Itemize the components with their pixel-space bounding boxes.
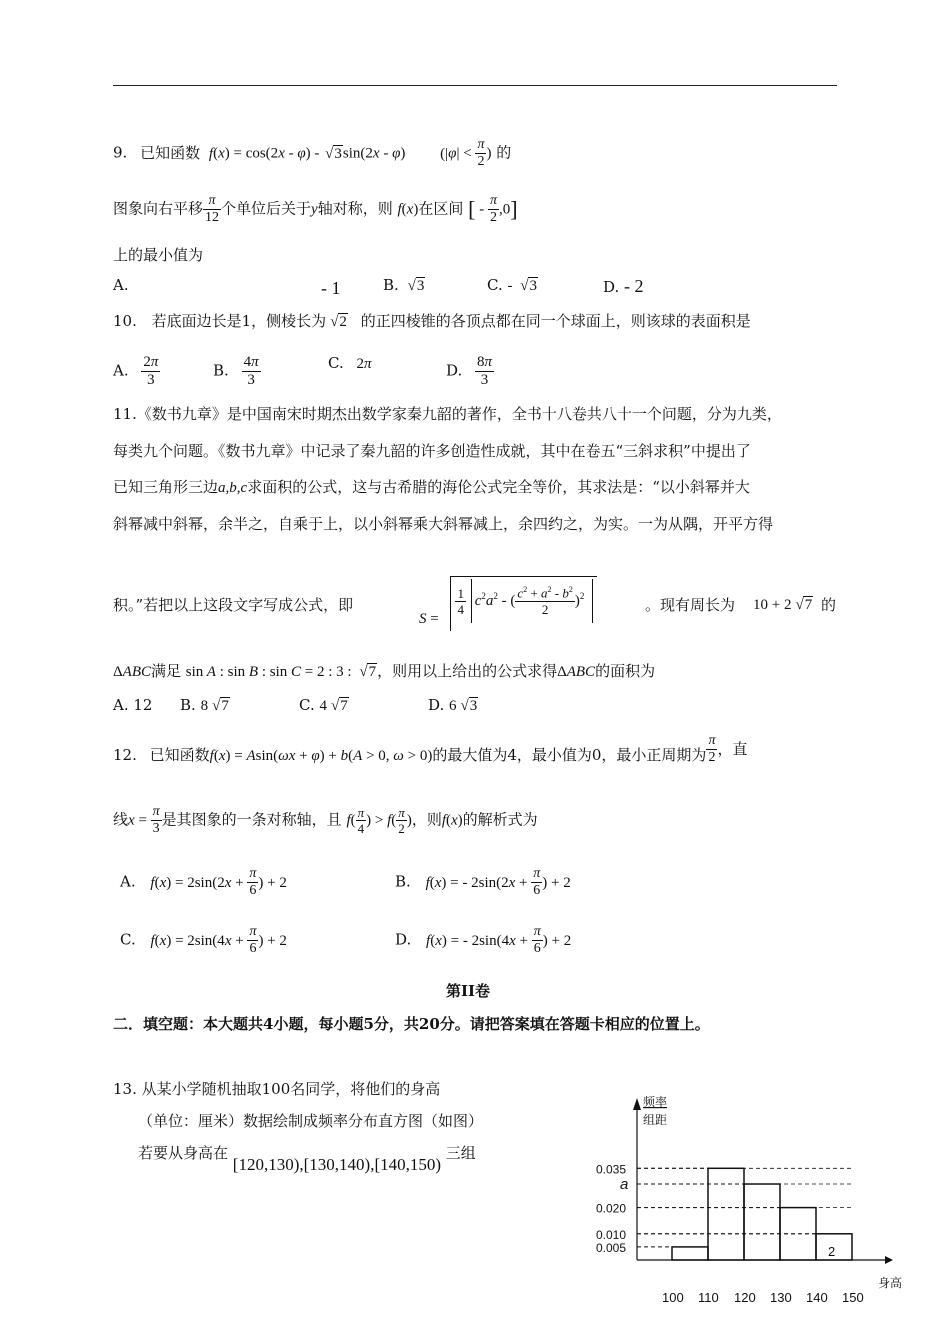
q12-option-c: C. f(x) = 2sin(4x + $\frac{\pi}{6}$ ) + 2 (120, 924, 287, 956)
x-axis-arrow (885, 1256, 893, 1264)
q11-line1: 11.《数书九章》是中国南宋时期杰出数学家秦九韶的著作，全书十八卷共八十一个问题，分为九类， (113, 405, 782, 423)
q9-line2-b: 个单位后关于 (221, 199, 312, 218)
q12-line1: 12. 已知函数f(x) = Asin(ωx + φ) + b(A > 0, ω > 0)的最大值为4，最小值为0，最小正周期为 $\frac{\pi}{2}$ ，直 (113, 733, 748, 765)
q11-line3: 已知三角形三边a,b,c求面积的公式，这与古希腊的海伦公式完全等价，其求法是：“以小斜幂并大 (113, 478, 750, 496)
q9-line1: 9. 已知函数 f(x) = cos(2x - φ) - √ 3sin(2x - φ) (|φ| < $\frac{\pi}{2}$ ) 的 (113, 137, 511, 170)
q13-line3-a: 若要从身高在 (138, 1144, 229, 1162)
q9-option-a-value: - 1 (321, 278, 341, 298)
q9-options (113, 276, 833, 298)
bar-note: 2 (828, 1244, 836, 1259)
x-tick-label: 150 (842, 1290, 864, 1305)
q12-line2: 线x = $\frac{\pi}{3}$ 是其图象的一条对称轴，且 f( $\frac{\pi}{4}$ ) > f( $\frac{\pi}{2}$ )，则f(x)的解析式为 (113, 804, 538, 836)
q9-line2-d: 在区间 (418, 199, 464, 218)
q9-number: 9. (113, 143, 128, 162)
y-tick-label: 0.035 (596, 1162, 627, 1177)
q9-lead: 已知函数 (140, 143, 201, 162)
x-tick-label: 100 (662, 1290, 684, 1305)
x-tick-label: 120 (734, 1290, 756, 1305)
q9-cond-tail: 的 (496, 143, 512, 162)
q13-line3 (138, 1142, 476, 1178)
q9-option-b: B. √ 3 (383, 276, 425, 295)
q10-number: 10. (113, 312, 137, 330)
q9-option-c: C. - √ 3 (487, 276, 538, 295)
q9-interval: [ (468, 196, 476, 222)
q12-line2-a: 线 (113, 810, 129, 829)
histogram-bar (672, 1247, 708, 1260)
q11-option-a: A. 12 (113, 696, 153, 714)
q13-line3-c: 三组 (445, 1144, 476, 1162)
q10-option-a: A. $\frac{2\pi}{3}$ (113, 354, 159, 388)
q11-line4: 斜幂减中斜幂，余半之，自乘于上，以小斜幂乘大斜幂减上，余四约之，为实。一为从隅，开平方得 (113, 515, 774, 533)
q10-text-a: 若底面边长是1，侧棱长为 (151, 312, 327, 330)
x-tick-label: 110 (698, 1290, 719, 1305)
q11-perimeter: 10 + 2√ 7 (753, 596, 813, 614)
q13-line2: （单位：厘米）数据绘制成频率分布直方图（如图） (138, 1112, 484, 1130)
q13-line1: 13. 从某小学随机抽取100名同学，将他们的身高 (113, 1080, 441, 1098)
y-tick-label: 0.005 (596, 1240, 627, 1255)
q11-line6: ΔABC满足 sin A : sin B : sin C = 2 : 3 : √ 7，则用以上给出的公式求得ΔABC的面积为 (113, 660, 655, 681)
q11-line3-b: 求面积的公式，这与古希腊的海伦公式完全等价，其求法是：“以小斜幂并大 (247, 478, 750, 496)
q11-line2: 每类九个问题。《数书九章》中记录了秦九韶的许多创造性成就，其中在卷五“三斜求积”中提出了 (113, 442, 751, 460)
q11-option-d: D. 6√ 3 (428, 696, 478, 715)
histogram-bar (708, 1168, 744, 1260)
q11-line6-b: ，则用以上给出的公式求得 (377, 662, 558, 680)
q10-line: 10. 若底面边长是1，侧棱长为√ 2 的正四棱锥的各顶点都在同一个球面上，则该球的表面积是 (113, 310, 751, 331)
q11-option-c: C. 4√ 7 (299, 696, 349, 715)
q10-option-c: C. 2π (328, 354, 372, 372)
q9-line2-a: 图象向右平移 (113, 199, 204, 218)
section-title: 第II卷 (446, 982, 491, 1000)
q9-condition: (| (440, 145, 449, 162)
q11-line5-b: 。现有周长为 (645, 596, 736, 614)
x-axis-label: 身高 (878, 1276, 903, 1290)
y-label-denominator: 组距 (643, 1113, 668, 1127)
q11-line3-a: 已知三角形三边 (113, 478, 219, 496)
q10-option-b: B. $\frac{4\pi}{3}$ (213, 354, 259, 388)
q9-line2-c: 轴对称，则 (317, 199, 393, 218)
q12-line2-b: 是其图象的一条对称轴，且 (161, 810, 342, 829)
frequency-histogram (580, 1090, 910, 1310)
q12-option-a: A. f(x) = 2sin(2x + $\frac{\pi}{6}$ ) + 2 (120, 866, 287, 898)
q12-lead: 已知函数 (149, 745, 210, 764)
q9-line3: 上的最小值为 (113, 246, 204, 264)
q11-line5 (113, 576, 837, 636)
q11-options (113, 696, 833, 720)
q12-number: 12. (113, 745, 137, 764)
q11-line6-a: 满足 (151, 662, 182, 680)
q11-line5-a: 积。”若把以上这段文字写成公式，即 (113, 596, 354, 614)
q13-intervals: [120,130),[130,140),[140,150) (232, 1155, 442, 1174)
header-rule (113, 85, 837, 86)
q9-formula: f (208, 145, 214, 162)
q11-line5-c: 的 (821, 596, 837, 614)
histogram-bar (744, 1184, 780, 1260)
q10-options (113, 346, 813, 390)
q11-option-b: B. 8√ 7 (180, 696, 230, 715)
q10-option-d: D. $\frac{8\pi}{3}$ (446, 354, 493, 388)
q12-text-a: 的最大值为4，最小值为0，最小正周期为 (432, 745, 707, 764)
y-tick-label: a (620, 1176, 629, 1194)
q12-option-b: B. f(x) = - 2sin(2x + $\frac{\pi}{6}$ ) + 2 (395, 866, 571, 898)
y-tick-label: 0.010 (596, 1227, 627, 1242)
q12-line2-c: ，则 (411, 810, 442, 829)
q9-option-a: A. (113, 276, 129, 294)
y-label-numerator: 频率 (643, 1095, 668, 1109)
x-tick-label: 130 (770, 1290, 792, 1305)
q10-text-b: 的正四棱锥的各顶点都在同一个球面上，则该球的表面积是 (360, 312, 751, 330)
q12-text-b: ，直 (717, 739, 748, 758)
q11-line6-c: 的面积为 (595, 662, 656, 680)
q11-formula: S = $\frac{1}{4}$ $c^2a^2$ - ( $\frac{c^2 + a^2 - b^2}{2}$ )$^2$ (419, 576, 597, 634)
q9-shift-frac: $\frac{\pi}{12}$ (205, 193, 220, 225)
q9-line2: 图象向右平移 $\frac{\pi}{12}$ 个单位后关于y轴对称，则 f(x)在区间 [ - $\frac{\pi}{2}$ ,0] (113, 193, 518, 225)
y-axis-arrow (633, 1098, 641, 1110)
q9-option-d: D. - 2 (603, 276, 644, 296)
y-tick-label: 0.020 (596, 1201, 627, 1216)
q12-option-d: D. f(x) = - 2sin(4x + $\frac{\pi}{6}$ ) + 2 (395, 924, 572, 956)
q12-line2-d: 的解析式为 (462, 810, 538, 829)
fill-in-heading: 二．填空题：本大题共4小题，每小题5分，共20分。请把答案填在答题卡相应的位置上。 (113, 1015, 710, 1033)
x-tick-label: 140 (806, 1290, 828, 1305)
